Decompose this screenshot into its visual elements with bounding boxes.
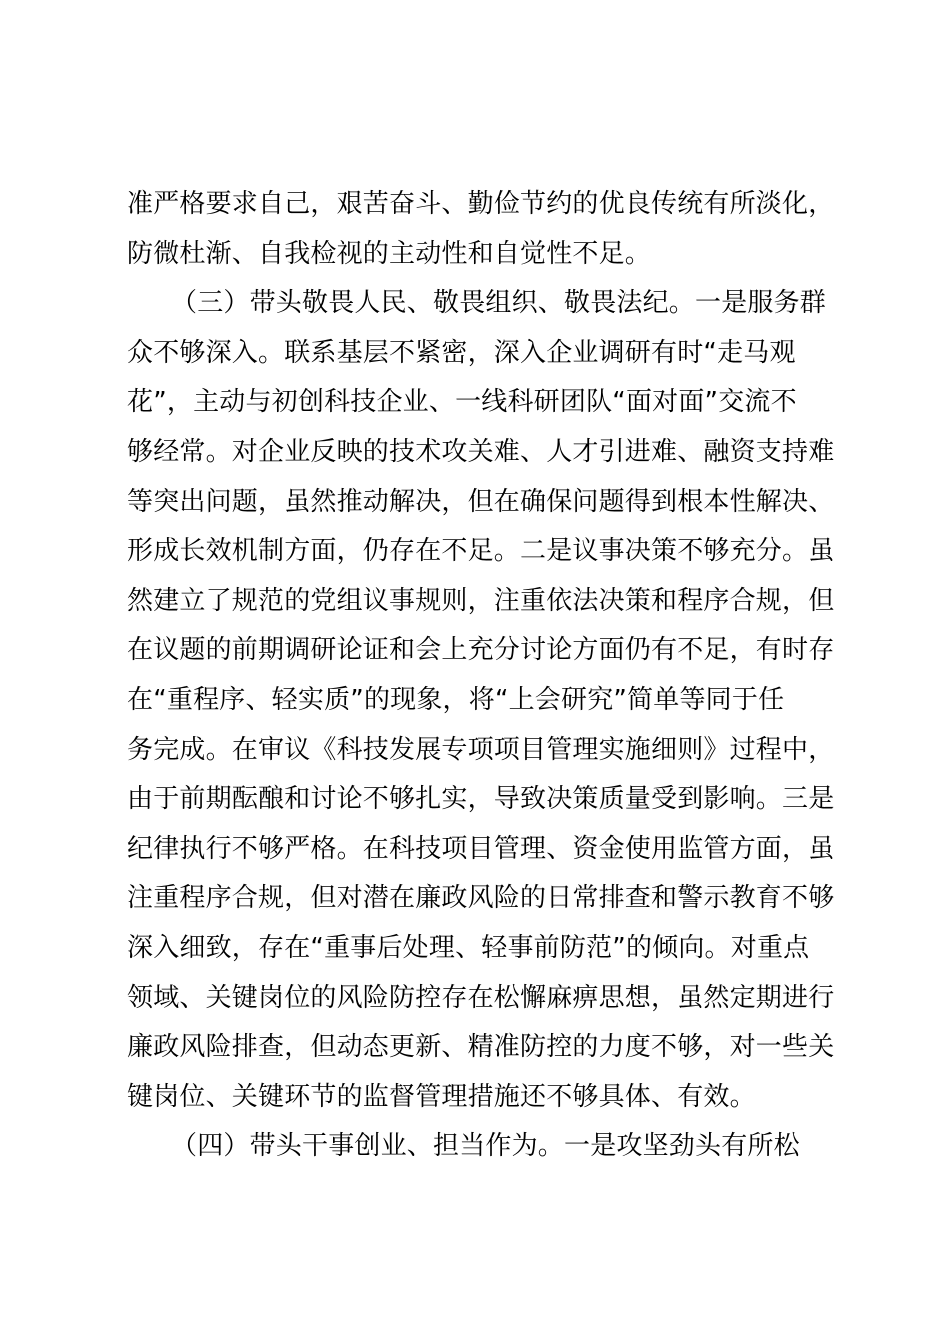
text-line: 领域、关键岗位的风险防控存在松懈麻痹思想，虽然定期进行: [127, 982, 835, 1013]
document-body: [127, 180, 833, 1172]
text-line: 在议题的前期调研论证和会上充分讨论方面仍有不足，有时存: [127, 635, 835, 666]
text-line: 花”，主动与初创科技企业、一线科研团队“面对面”交流不: [127, 387, 797, 418]
text-line: 防微杜渐、自我检视的主动性和自觉性不足。: [127, 238, 652, 269]
text-line: 众不够深入。联系基层不紧密，深入企业调研有时“走马观: [127, 337, 796, 368]
text-line: 够经常。对企业反映的技术攻关难、人才引进难、融资支持难: [127, 436, 835, 467]
text-line: 注重程序合规，但对潜在廉政风险的日常排查和警示教育不够: [127, 883, 835, 914]
section-heading-line: （三）带头敬畏人民、敬畏组织、敬畏法纪。一是服务群: [171, 288, 827, 319]
text-line: 键岗位、关键环节的监督管理措施还不够具体、有效。: [127, 1081, 756, 1112]
text-line: 然建立了规范的党组议事规则，注重依法决策和程序合规，但: [127, 585, 835, 616]
text-line: 廉政风险排查，但动态更新、精准防控的力度不够，对一些关: [127, 1032, 835, 1063]
text-line: 形成长效机制方面，仍存在不足。二是议事决策不够充分。虽: [127, 536, 835, 567]
text-line: 在“重程序、轻实质”的现象，将“上会研究”简单等同于任: [127, 684, 785, 715]
text-line: 纪律执行不够严格。在科技项目管理、资金使用监管方面，虽: [127, 833, 835, 864]
text-line: 由于前期酝酿和讨论不够扎实，导致决策质量受到影响。三是: [127, 784, 835, 815]
text-line: 等突出问题，虽然推动解决，但在确保问题得到根本性解决、: [127, 486, 835, 517]
text-line: 务完成。在审议《科技发展专项项目管理实施细则》过程中，: [127, 734, 835, 765]
text-line: 深入细致，存在“重事后处理、轻事前防范”的倾向。对重点: [127, 932, 810, 963]
section-heading-line: （四）带头干事创业、担当作为。一是攻坚劲头有所松: [171, 1131, 800, 1162]
text-line: 准严格要求自己，艰苦奋斗、勤俭节约的优良传统有所淡化，: [127, 189, 835, 219]
